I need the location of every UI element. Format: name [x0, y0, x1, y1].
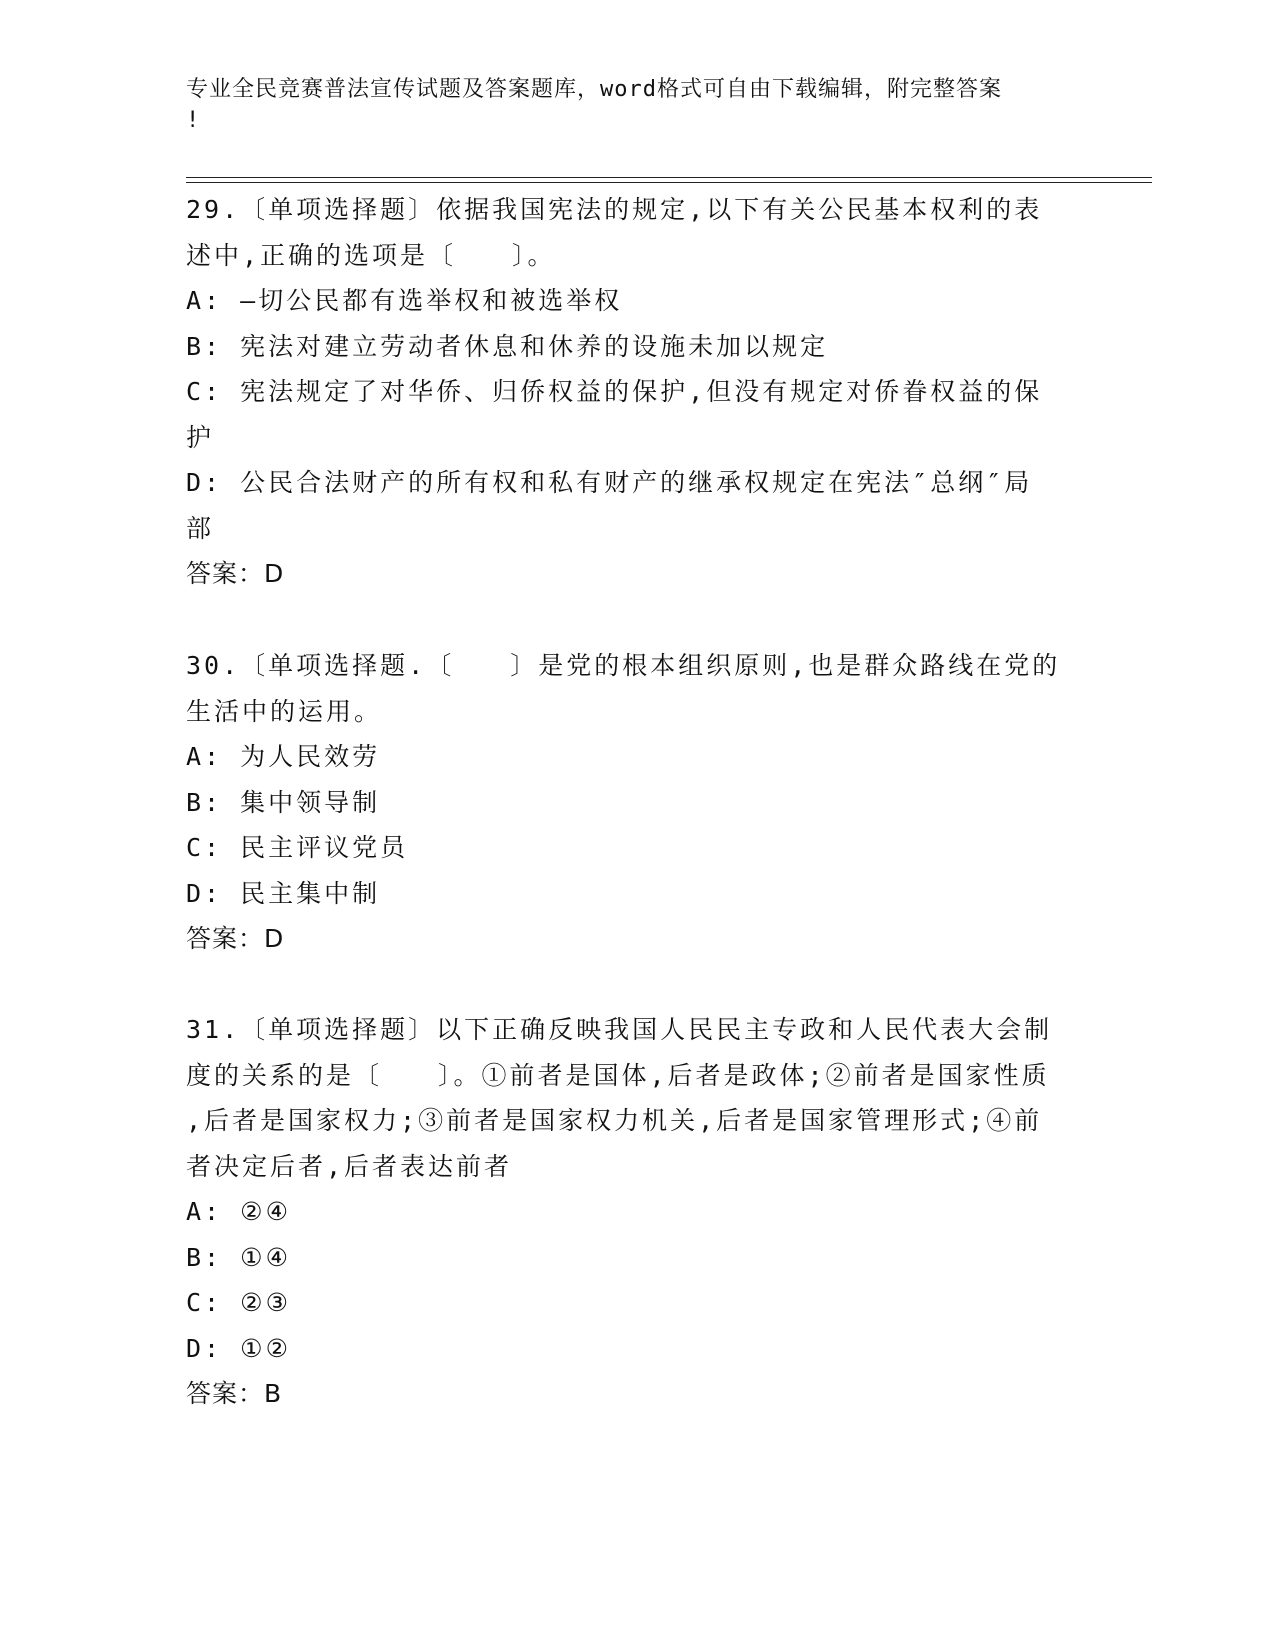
question-stem-line: 述中,正确的选项是〔 〕。 [186, 240, 556, 270]
question-stem-line: 者决定后者,后者表达前者 [186, 1151, 513, 1181]
header-rule-top [186, 177, 1152, 178]
question-31 [186, 1007, 1066, 1417]
option-a: A: —切公民都有选举权和被选举权 [186, 286, 623, 315]
document-header [186, 74, 1066, 136]
option-b: B: ①④ [186, 1242, 291, 1272]
question-stem-line: 31.〔单项选择题〕以下正确反映我国人民民主专政和人民代表大会制 [186, 1015, 1053, 1044]
option-b: B: 集中领导制 [186, 787, 381, 817]
answer-label: 答案：D [186, 924, 285, 953]
option-b: B: 宪法对建立劳动者休息和休养的设施未加以规定 [186, 331, 829, 361]
answer-label: 答案：B [186, 1379, 283, 1408]
option-c: C: 宪法规定了对华侨、归侨权益的保护,但没有规定对侨眷权益的保 [186, 377, 1043, 406]
header-line-2: ! [186, 108, 201, 133]
question-stem-line: 29.〔单项选择题〕依据我国宪法的规定,以下有关公民基本权利的表 [186, 195, 1043, 224]
answer-label: 答案：D [186, 559, 285, 588]
option-a: A: ②④ [186, 1197, 291, 1226]
question-stem-line: ,后者是国家权力;③前者是国家权力机关,后者是国家管理形式;④前 [186, 1106, 1043, 1135]
option-d: D: 公民合法财产的所有权和私有财产的继承权规定在宪法″总纲″局 [186, 468, 1033, 497]
option-d: D: ①② [186, 1333, 291, 1363]
question-stem-line: 生活中的运用。 [186, 696, 383, 726]
option-c: C: 民主评议党员 [186, 833, 409, 862]
option-a: A: 为人民效劳 [186, 742, 381, 771]
option-c: C: ②③ [186, 1288, 291, 1317]
question-29 [186, 187, 1066, 597]
question-30 [186, 643, 1066, 962]
header-rule-bottom [186, 182, 1152, 183]
option-d: D: 民主集中制 [186, 878, 381, 908]
header-line-1: 专业全民竞赛普法宣传试题及答案题库，word格式可自由下载编辑，附完整答案 [186, 77, 1002, 102]
option-c-continued: 护 [186, 422, 215, 452]
question-stem-line: 度的关系的是〔 〕。①前者是国体,后者是政体;②前者是国家性质 [186, 1060, 1050, 1090]
question-stem-line: 30.〔单项选择题.〔 〕是党的根本组织原则,也是群众路线在党的 [186, 651, 1061, 680]
option-d-continued: 部 [186, 513, 215, 543]
